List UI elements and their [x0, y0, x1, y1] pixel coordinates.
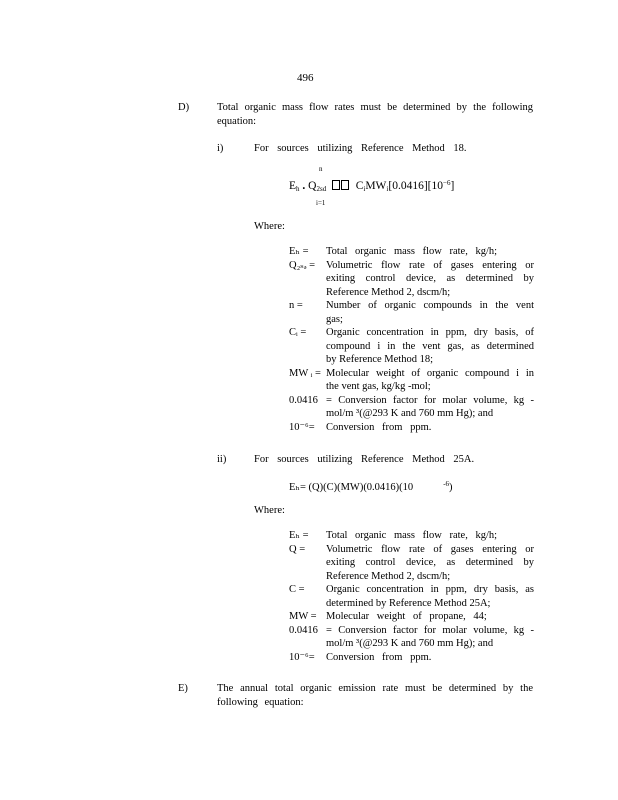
definition-line: Volumetric flow rate of gases entering or [326, 259, 534, 271]
equation-exp: −6 [443, 179, 451, 187]
definition-description [326, 259, 534, 300]
equation-q-sub: 2sd [316, 185, 327, 193]
definition-description [326, 529, 534, 543]
definition-term: Q = [289, 543, 306, 555]
definition-description [326, 394, 534, 421]
page-number: 496 [297, 72, 314, 84]
equation-lhs-sub: h [296, 185, 300, 193]
section-e-line-2: following equation: [217, 697, 304, 708]
definition-term: 0.0416 [289, 624, 318, 636]
definition-line: Reference Method 2, dscm/h; [326, 286, 451, 298]
section-e-label: E) [178, 683, 188, 694]
definition-description [326, 326, 534, 367]
section-d-intro-line-1: Total organic mass flow rates must be determined by the following [217, 102, 533, 113]
part-ii-label: ii) [217, 454, 227, 465]
section-e-line-1: The annual total organic emission rate must be determined by the [217, 683, 533, 694]
equation-body2-sub: i [386, 185, 389, 193]
definition-term: Eₕ = [289, 530, 309, 541]
definition-line: exiting control device, as determined by [326, 273, 534, 284]
definition-term: 10⁻⁶= [289, 421, 315, 433]
equation-sum-bottom: i=1 [316, 199, 326, 207]
definition-term: MW ᵢ = [289, 367, 321, 379]
definition-description [326, 367, 534, 394]
equation-body2: MW [365, 180, 387, 192]
equation-2-close: ) [449, 482, 453, 493]
section-d-intro-line-2: equation: [217, 116, 257, 127]
definition-line: Total organic mass flow rate, kg/h; [326, 246, 498, 257]
sigma-placeholder-box [332, 180, 340, 190]
equation-1: $E_h$ . $Q_{2sd}$ $C_iMW_i[0.0416][10^{-6}]$ [289, 179, 455, 193]
definition-term: n = [289, 300, 303, 311]
definition-description [326, 624, 534, 651]
definition-line: Conversion from ppm. [326, 651, 432, 663]
definition-description [326, 610, 534, 624]
definition-line: gas; [326, 313, 343, 325]
definition-description [326, 299, 534, 326]
definition-term: C = [289, 584, 305, 595]
definition-line: by Reference Method 18; [326, 354, 434, 365]
definition-line: = Conversion factor for molar volume, kg - [326, 624, 534, 636]
equation-close: ] [450, 180, 455, 192]
sigma-placeholder-box-2 [341, 180, 349, 190]
equation-q: Q [308, 180, 317, 192]
part-ii-where: Where: [254, 505, 285, 516]
equation-tail: [0.0416][10 [388, 180, 443, 192]
definition-term: 10⁻⁶= [289, 651, 315, 663]
definition-line: Organic concentration in ppm, dry basis, of [326, 327, 534, 338]
equation-body: C [355, 180, 364, 192]
definition-description [326, 245, 534, 259]
definition-line: Molecular weight of organic compound i in [326, 367, 534, 379]
definition-term: Cᵢ = [289, 327, 307, 338]
definition-line: Molecular weight of propane, 44; [326, 611, 487, 622]
definition-description [326, 583, 534, 610]
definition-line: Total organic mass flow rate, kg/h; [326, 530, 498, 541]
definition-line: determined by Reference Method 25A; [326, 597, 491, 609]
equation-2-body: Eₕ= (Q)(C)(MW)(0.0416)(10 [289, 482, 414, 493]
definition-line: exiting control device, as determined by [326, 557, 534, 568]
equation-2-exp: -6 [443, 480, 450, 488]
definition-line: Reference Method 2, dscm/h; [326, 570, 451, 582]
definition-line: mol/m ³(@293 K and 760 mm Hg); and [326, 408, 494, 419]
definition-description [326, 543, 534, 584]
definition-term: 0.0416 [289, 394, 318, 406]
definition-line: Organic concentration in ppm, dry basis, as [326, 584, 534, 595]
definition-term: Q₂ₛₔ = [289, 259, 316, 271]
definition-line: Number of organic compounds in the vent [326, 300, 534, 311]
definition-term: MW = [289, 611, 317, 622]
definition-term: Eₕ = [289, 246, 309, 257]
part-i-label: i) [217, 143, 224, 154]
definition-line: Conversion from ppm. [326, 421, 432, 433]
equation-body-sub: i [363, 185, 366, 193]
section-d-label: D) [178, 102, 190, 113]
equation-2 [289, 478, 453, 495]
definition-line: compound i in the vent gas, as determined [326, 340, 534, 352]
part-ii-text: For sources utilizing Reference Method 25A. [254, 454, 475, 465]
part-i-where: Where: [254, 221, 285, 232]
definition-description [326, 421, 534, 435]
definition-line: the vent gas, kg/kg -mol; [326, 381, 431, 392]
definition-line: = Conversion factor for molar volume, kg - [326, 394, 534, 406]
part-i-text: For sources utilizing Reference Method 18. [254, 143, 467, 154]
equation-sum-top: n [319, 165, 323, 173]
equation-lhs: E [289, 180, 297, 192]
definition-description [326, 651, 534, 665]
definition-line: Volumetric flow rate of gases entering or [326, 543, 534, 555]
definition-line: mol/m ³(@293 K and 760 mm Hg); and [326, 638, 494, 649]
